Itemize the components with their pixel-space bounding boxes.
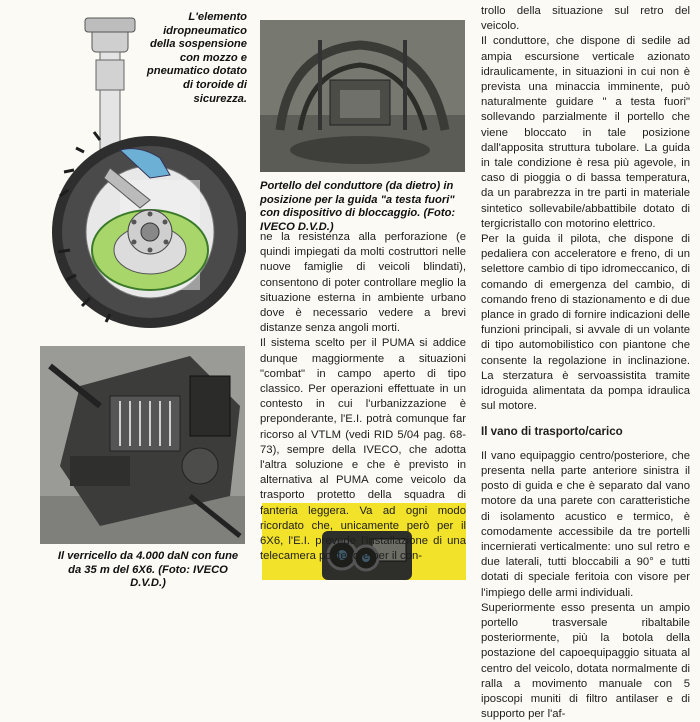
paragraph: Il conduttore, che dispone di sedile ad ampia escursione verticale azionato idraulicamente, in situazioni in cui non è prevista una minaccia imminente, può naturalmente guidare " a testa fuori" sollevando parzialmente il portello che viene bloccato in tale posizione dall'apposita struttura tubolare. La guida in tale condizione è resa più agevole, in caso di pioggia o di bassa temperatura, da un parabrezza in tre parti in materiale sintetico sollevabile/abbattibile dotato di tergicristallo con motorino elettrico. [481, 35, 690, 230]
winch-photo [40, 346, 245, 544]
column-right [481, 4, 690, 722]
paragraph: Il sistema scelto per il PUMA si addice dunque maggiormente a situazioni "combat" in campo aperto di tipo classico. Per operazioni effettuate in un contesto in cui l'urbanizzazione è preponderante, l'E.I. potrà comunque far ricorso al VTLM (vedi RID 5/04 pag. 68-73), sempre della IVECO, che adotta l'altra soluzione e che è previsto in alternativa al PUMA come veicolo da trasporto protetto della squadra di fanteria leggera. Va ad ogni modo ricordato che, unicamente però per il 6X6, l'E.I. prevede l'installazione di una telecamera posteriore per il con- [260, 337, 466, 563]
paragraph: ne la resistenza alla perforazione (e quindi impiegati da molti costruttori nelle nuove famiglie di veicoli blindati), consentono di poter controllare meglio la situazione esterna in ambiente urbano dove è necessario vedere a brevi distanze senza angoli morti. [260, 231, 466, 335]
column-middle [260, 230, 466, 564]
driver-hatch-photo [260, 20, 465, 172]
winch-caption: Il verricello da 4.000 daN con fune da 35 m del 6X6. (Foto: IVECO D.V.D.) [57, 550, 239, 590]
driver-hatch-caption: Portello del conduttore (da dietro) in posizione per la guida "a testa fuori" con dispositivo di bloccaggio. (Foto: IVECO D.V.D.) [260, 180, 456, 233]
paragraph: Per la guida il pilota, che dispone di pedaliera con acceleratore e freno, di un selettore cambio di tipo idromeccanico, di comando di emergenza del cambio, di comando freno di stazionamento e di due plance in grado di fornire indicazioni delle funzioni principali, si avvale di un volante di tipo automobilistico con piantone che consente la regolazione in inclinazione. La sterzatura è servoassistita tramite idroguida alimentata da pompa idraulica sul motore. [481, 233, 690, 413]
paragraph: Superiormente esso presenta un ampio portello trasversale ribaltabile posteriormente, più la botola della postazione del capoequipaggio situata al centro del veicolo, dotata normalmente di ralla a movimento manuale con 5 iposcopi muniti di filtro antilaser e di supporto per l'af- [481, 601, 690, 721]
section-heading: Il vano di trasporto/carico [481, 425, 623, 439]
paragraph: Il vano equipaggio centro/posteriore, che presenta nella parte anteriore sinistra il posto di guida e che è separato dal vano motore da una parete con caratteristiche di isolamento acustico e termico, è comodamente accessibile da tre portelli incernierati verticalmente: uno sul retro e due laterali, tutti bloccabili a 90° e tutti dotati di speciale feritoia con visore per l'impiego delle armi individuali. [481, 449, 690, 599]
paragraph: trollo della situazione sul retro del veicolo. [481, 5, 690, 33]
wheel-caption: L'elemento idropneumatico della sospensione con mozzo e pneumatico dotato di toroide di sicurezza. [146, 11, 247, 105]
